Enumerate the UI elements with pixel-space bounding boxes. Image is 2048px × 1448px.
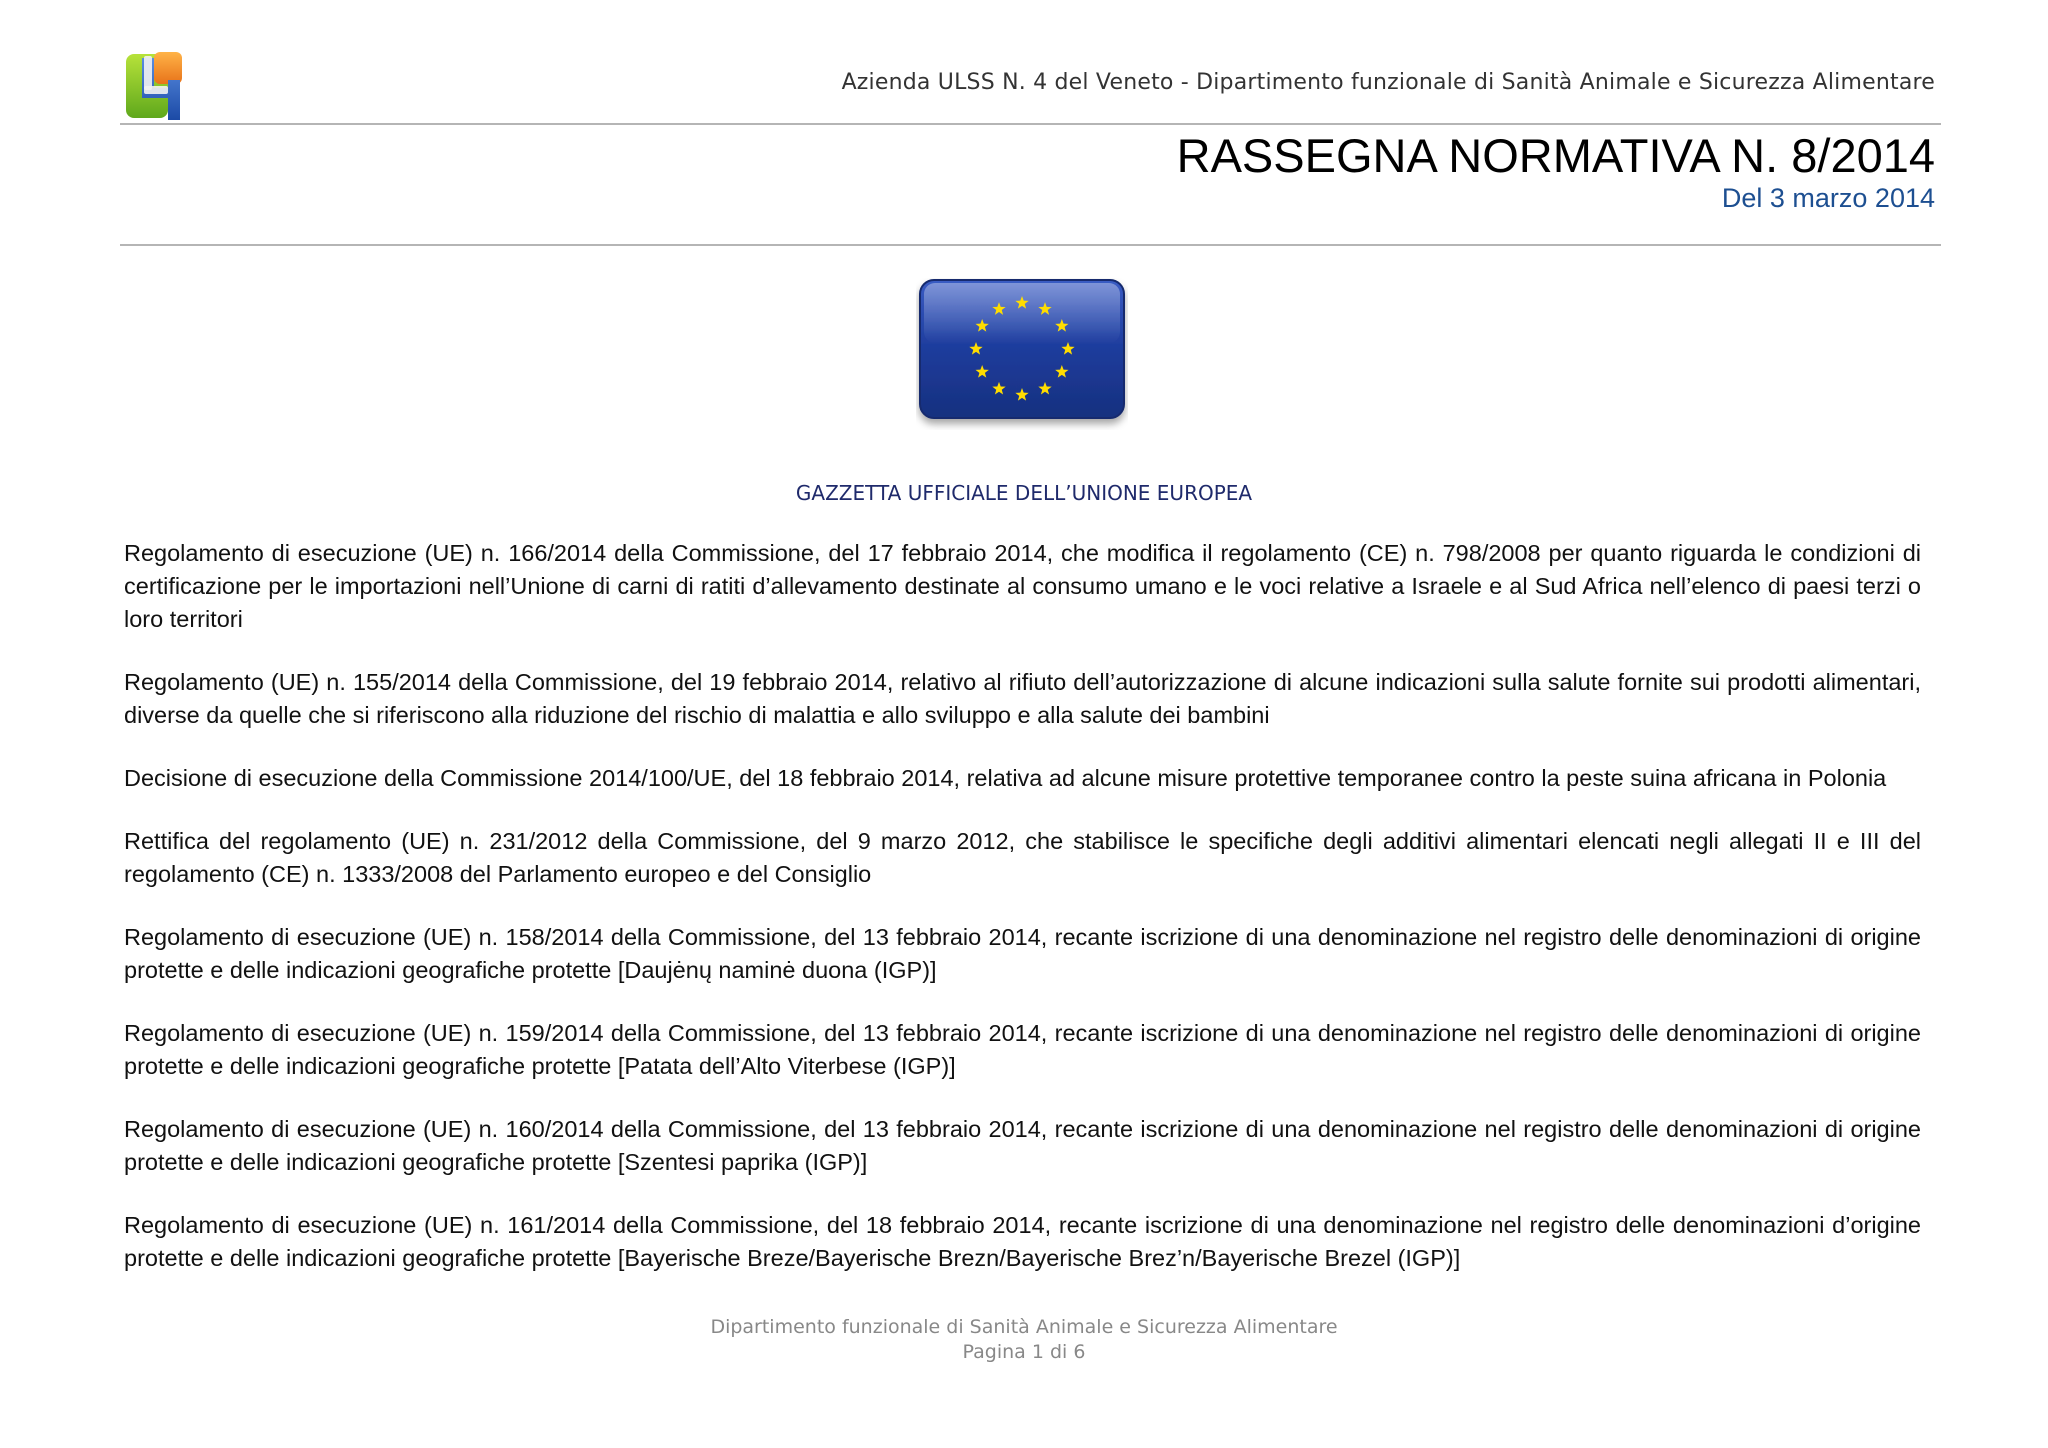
header-organization: Azienda ULSS N. 4 del Veneto - Dipartimento funzionale di Sanità Animale e Sicurezza Alimentare: [841, 70, 1935, 95]
header-divider: [120, 123, 1941, 125]
list-item: Rettifica del regolamento (UE) n. 231/2012 della Commissione, del 9 marzo 2012, che stabilisce le specifiche degli additivi alimentari elencati negli allegati II e III del regolamento (CE) n. 1333/2008 del Parlamento europeo e del Consiglio: [124, 828, 1921, 887]
list-item: Regolamento di esecuzione (UE) n. 166/2014 della Commissione, del 17 febbraio 2014, che modifica il regolamento (CE) n. 798/2008 per quanto riguarda le condizioni di certificazione per le importazioni nell’Unione di carni di ratiti d’allevamento destinate al consumo umano e le voci relative a Israele e al Sud Africa nell’elenco di paesi terzi o loro territori: [124, 540, 1921, 632]
footer-page-number: Pagina 1 di 6: [962, 1341, 1086, 1363]
page-footer: [0, 1315, 2048, 1365]
section-heading: GAZZETTA UFFICIALE DELL’UNIONE EUROPEA: [795, 481, 1253, 505]
list-item: Regolamento (UE) n. 155/2014 della Commissione, del 19 febbraio 2014, relativo al rifiuto dell’autorizzazione di alcune indicazioni sulla salute fornite sui prodotti alimentari, diverse da quelle che si riferiscono alla riduzione del rischio di malattia e allo sviluppo e alla salute dei bambini: [124, 669, 1921, 728]
regulation-list: [124, 537, 1921, 1305]
page-date: Del 3 marzo 2014: [1721, 183, 1935, 213]
ulss-logo-icon: [124, 50, 188, 122]
title-divider: [120, 244, 1941, 246]
list-item: Regolamento di esecuzione (UE) n. 160/2014 della Commissione, del 13 febbraio 2014, recante iscrizione di una denominazione nel registro delle denominazioni di origine protette e delle indicazioni geografiche protette [Szentesi paprika (IGP)]: [124, 1116, 1921, 1175]
list-item: Regolamento di esecuzione (UE) n. 158/2014 della Commissione, del 13 febbraio 2014, recante iscrizione di una denominazione nel registro delle denominazioni di origine protette e delle indicazioni geografiche protette [Daujėnų naminė duona (IGP)]: [124, 924, 1921, 983]
page-title: RASSEGNA NORMATIVA N. 8/2014: [1176, 129, 1935, 182]
eu-flag-icon: [916, 278, 1128, 430]
list-item: Regolamento di esecuzione (UE) n. 159/2014 della Commissione, del 13 febbraio 2014, recante iscrizione di una denominazione nel registro delle denominazioni di origine protette e delle indicazioni geografiche protette [Patata dell’Alto Viterbese (IGP)]: [124, 1020, 1921, 1079]
list-item: Decisione di esecuzione della Commissione 2014/100/UE, del 18 febbraio 2014, relativa ad alcune misure protettive temporanee contro la peste suina africana in Polonia: [124, 765, 1887, 791]
list-item: Regolamento di esecuzione (UE) n. 161/2014 della Commissione, del 18 febbraio 2014, recante iscrizione di una denominazione nel registro delle denominazioni d’origine protette e delle indicazioni geografiche protette [Bayerische Breze/Bayerische Brezn/Bayerische Brez’n/Bayerische Brezel (IGP)]: [124, 1212, 1921, 1271]
footer-department: Dipartimento funzionale di Sanità Animale e Sicurezza Alimentare: [710, 1316, 1338, 1338]
